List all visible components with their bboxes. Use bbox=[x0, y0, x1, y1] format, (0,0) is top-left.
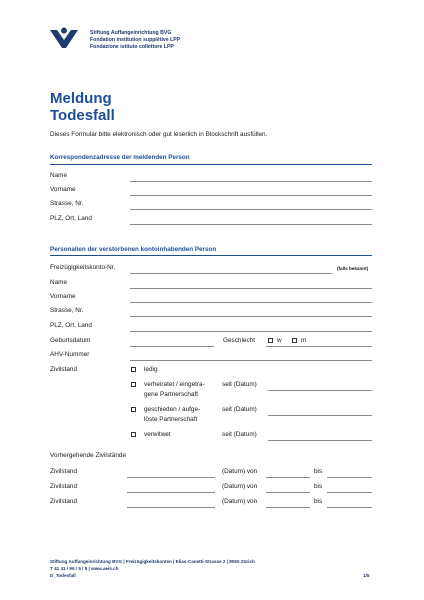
label-city: PLZ, Ort, Land bbox=[50, 215, 92, 222]
civil-married-checkbox[interactable] bbox=[131, 382, 136, 387]
firstname-field[interactable] bbox=[130, 195, 372, 196]
org-name-fr: Fondation institution supplétive LPP bbox=[90, 37, 181, 43]
foundation-logo-icon bbox=[49, 27, 79, 51]
divorced-since-label: seit (Datum) bbox=[222, 406, 257, 413]
intro-text: Dieses Formular bitte elektronisch oder gut leserlich in Blockschrift ausfüllen. bbox=[50, 131, 268, 138]
prev-to-field[interactable] bbox=[327, 492, 372, 493]
org-name-it: Fondazione istituto collettore LPP bbox=[90, 44, 174, 50]
gender-m-label: m bbox=[301, 337, 307, 344]
label-firstname: Vorname bbox=[50, 186, 76, 193]
civil-married-label: verheiratet / eingetra- bbox=[144, 381, 205, 388]
prev-from-field[interactable] bbox=[266, 492, 310, 493]
prev-civil-field[interactable] bbox=[127, 492, 215, 493]
label-street: Strasse, Nr. bbox=[50, 200, 84, 207]
civil-divorced-label-2: löste Partnerschaft bbox=[144, 416, 198, 423]
divorced-since-field[interactable] bbox=[268, 415, 372, 416]
widowed-since-label: seit (Datum) bbox=[222, 431, 257, 438]
page-title: Meldung Todesfall bbox=[50, 90, 115, 124]
section-divider bbox=[50, 164, 372, 165]
prev-to-field[interactable] bbox=[327, 507, 372, 508]
birthdate-field[interactable] bbox=[130, 346, 214, 347]
label-account-number: Freizügigkeitskonto-Nr. bbox=[50, 264, 116, 271]
civil-widowed-checkbox[interactable] bbox=[131, 432, 136, 437]
civil-single-checkbox[interactable] bbox=[131, 367, 136, 372]
city-field[interactable] bbox=[130, 224, 372, 225]
footer-address: Stiftung Auffangeinrichtung BVG | Freizügigkeitskonten | Elias-Canetti-Strasse 2 | 8050 Zürich bbox=[50, 559, 255, 564]
married-since-field[interactable] bbox=[268, 390, 372, 391]
prev-to-label: bis bbox=[314, 498, 323, 505]
name-field[interactable] bbox=[130, 181, 372, 182]
prev-from-label: (Datum) von bbox=[222, 483, 258, 490]
footer-contact: T 41 41 / 99 / 5 / 5 | www.aeis.ch bbox=[50, 566, 119, 571]
section-divider bbox=[50, 255, 372, 256]
deceased-name-field[interactable] bbox=[130, 288, 372, 289]
section-title-deceased: Personalien der verstorbenen kontoinhabenden Person bbox=[50, 246, 217, 253]
organization-names bbox=[90, 30, 180, 51]
prev-to-label: bis bbox=[314, 483, 323, 490]
label-ahv: AHV-Nummer bbox=[50, 351, 90, 358]
prev-to-field[interactable] bbox=[327, 477, 372, 478]
street-field[interactable] bbox=[130, 209, 372, 210]
ahv-field[interactable] bbox=[130, 360, 372, 361]
label-civil-status: Zivilstand bbox=[50, 366, 77, 373]
prev-from-label: (Datum) von bbox=[222, 498, 258, 505]
prev-civil-label: Zivilstand bbox=[50, 468, 77, 475]
page-number: 1/5 bbox=[363, 573, 370, 578]
footer bbox=[50, 558, 255, 579]
prev-from-field[interactable] bbox=[266, 507, 310, 508]
prev-civil-label: Zivilstand bbox=[50, 483, 77, 490]
org-name-de: Stiftung Auffangeinrichtung BVG bbox=[90, 30, 172, 36]
label-city: PLZ, Ort, Land bbox=[50, 322, 92, 329]
section-title-correspondence: Korrespondenzadresse der meldenden Person bbox=[50, 154, 190, 161]
married-since-label: seit (Datum) bbox=[222, 381, 257, 388]
footer-doc-id: D_Todesfall bbox=[50, 573, 76, 578]
prev-from-label: (Datum) von bbox=[222, 468, 258, 475]
label-name: Name bbox=[50, 279, 68, 286]
prev-civil-field[interactable] bbox=[127, 477, 215, 478]
gender-line bbox=[266, 346, 372, 347]
previous-civil-title: Vorhergehende Zivilstände bbox=[50, 452, 127, 459]
gender-w-checkbox[interactable] bbox=[268, 338, 273, 343]
label-birthdate: Geburtsdatum bbox=[50, 337, 91, 344]
civil-widowed-label: verwitwet bbox=[144, 431, 171, 438]
civil-single-label: ledig bbox=[144, 366, 158, 373]
label-firstname: Vorname bbox=[50, 293, 76, 300]
civil-married-label-2: gene Partnerschaft bbox=[144, 391, 198, 398]
civil-divorced-label: geschieden / aufge- bbox=[144, 406, 201, 413]
gender-m-checkbox[interactable] bbox=[292, 338, 297, 343]
prev-civil-field[interactable] bbox=[127, 507, 215, 508]
widowed-since-field[interactable] bbox=[268, 440, 372, 441]
deceased-firstname-field[interactable] bbox=[130, 302, 372, 303]
prev-civil-label: Zivilstand bbox=[50, 498, 77, 505]
account-note: (falls bekannt) bbox=[337, 266, 369, 271]
civil-divorced-checkbox[interactable] bbox=[131, 407, 136, 412]
account-number-field[interactable] bbox=[130, 273, 332, 274]
deceased-street-field[interactable] bbox=[130, 316, 372, 317]
prev-to-label: bis bbox=[314, 468, 323, 475]
gender-w-label: w bbox=[277, 337, 282, 344]
label-street: Strasse, Nr. bbox=[50, 307, 84, 314]
label-name: Name bbox=[50, 172, 68, 179]
prev-from-field[interactable] bbox=[266, 477, 310, 478]
label-gender: Geschlecht bbox=[223, 337, 255, 344]
deceased-city-field[interactable] bbox=[130, 331, 372, 332]
